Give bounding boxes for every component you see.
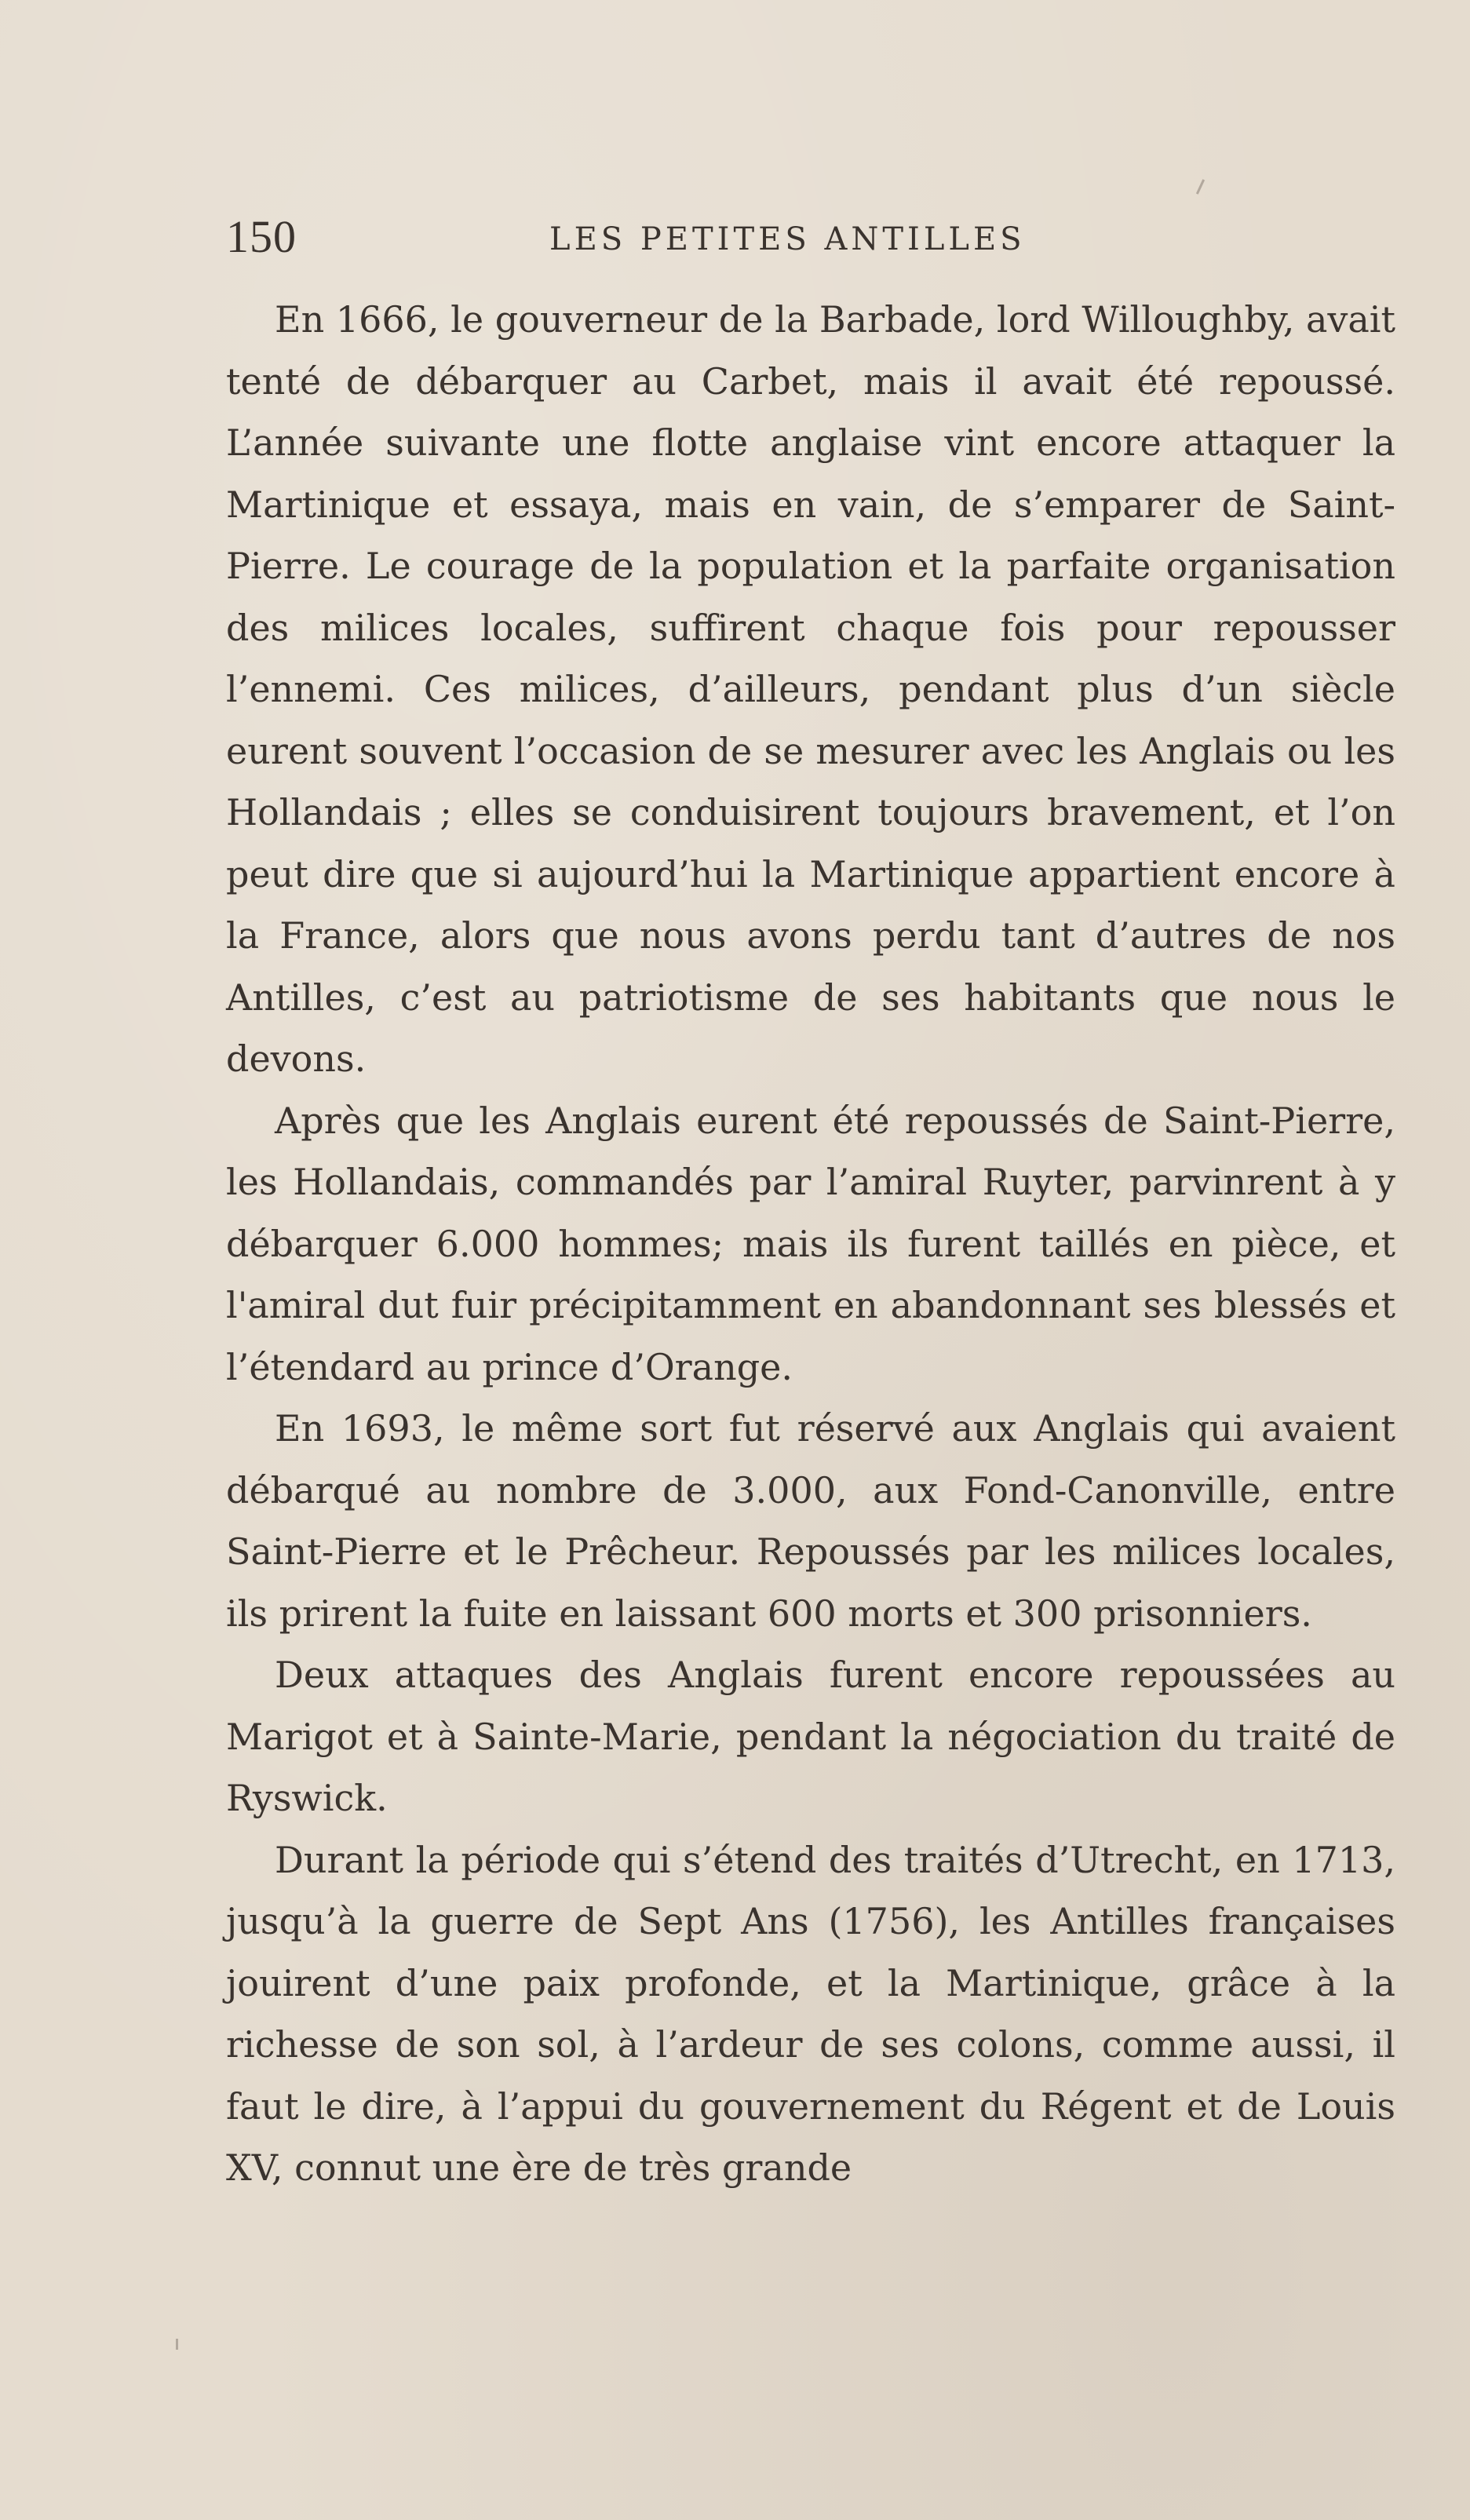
- paragraph: En 1666, le gouverneur de la Barbade, lord Willoughby, avait tenté de débarquer au Carbet, mais il avait été repoussé. L’année suivante une flotte anglaise vint encore attaquer la Martinique et essaya, mais en vain, de s’emparer de Saint-Pierre. Le courage de la population et la parfaite organisation des milices locales, suffirent chaque fois pour repousser l’ennemi. Ces milices, d’ailleurs, pendant plus d’un siècle eurent souvent l’occasion de se mesurer avec les Anglais ou les Hollandais ; elles se conduisirent toujours bravement, et l’on peut dire que si aujourd’hui la Martinique appartient encore à la France, alors que nous avons perdu tant d’autres de nos Antilles, c’est au patriotisme de ses habitants que nous le devons.: [226, 298, 1395, 1080]
- page-number: 150: [226, 211, 297, 262]
- paragraph: En 1693, le même sort fut réservé aux Anglais qui avaient débarqué au nombre de 3.000, aux Fond-Canonville, entre Saint-Pierre et le Prêcheur. Repoussés par les milices locales, ils prirent la fuite en laissant 600 morts et 300 prisonniers.: [226, 1407, 1395, 1635]
- paragraph: Deux attaques des Anglais furent encore repoussées au Marigot et à Sainte-Marie, pendant la négociation du traité de Ryswick.: [226, 1654, 1395, 1819]
- running-title: LES PETITES ANTILLES: [549, 221, 1026, 257]
- paper-speck: [1196, 179, 1205, 194]
- paper-speck: [176, 2339, 178, 2350]
- paragraph: Durant la période qui s’étend des traités d’Utrecht, en 1713, jusqu’à la guerre de Sept Ans (1756), les Antilles françaises jouirent d’une paix profonde, et la Martinique, grâce à la richesse de son sol, à l’ardeur de ses colons, comme aussi, il faut le dire, à l’appui du gouvernement du Régent et de Louis XV, connut une ère de très grande: [226, 1838, 1395, 2189]
- body-text: [226, 289, 1395, 2199]
- running-header: [226, 210, 1395, 273]
- paragraph: Après que les Anglais eurent été repoussés de Saint-Pierre, les Hollandais, commandés par l’amiral Ruyter, parvinrent à y débarquer 6.000 hommes; mais ils furent taillés en pièce, et l'amiral dut fuir précipitamment en abandonnant ses blessés et l’étendard au prince d’Orange.: [226, 1099, 1395, 1388]
